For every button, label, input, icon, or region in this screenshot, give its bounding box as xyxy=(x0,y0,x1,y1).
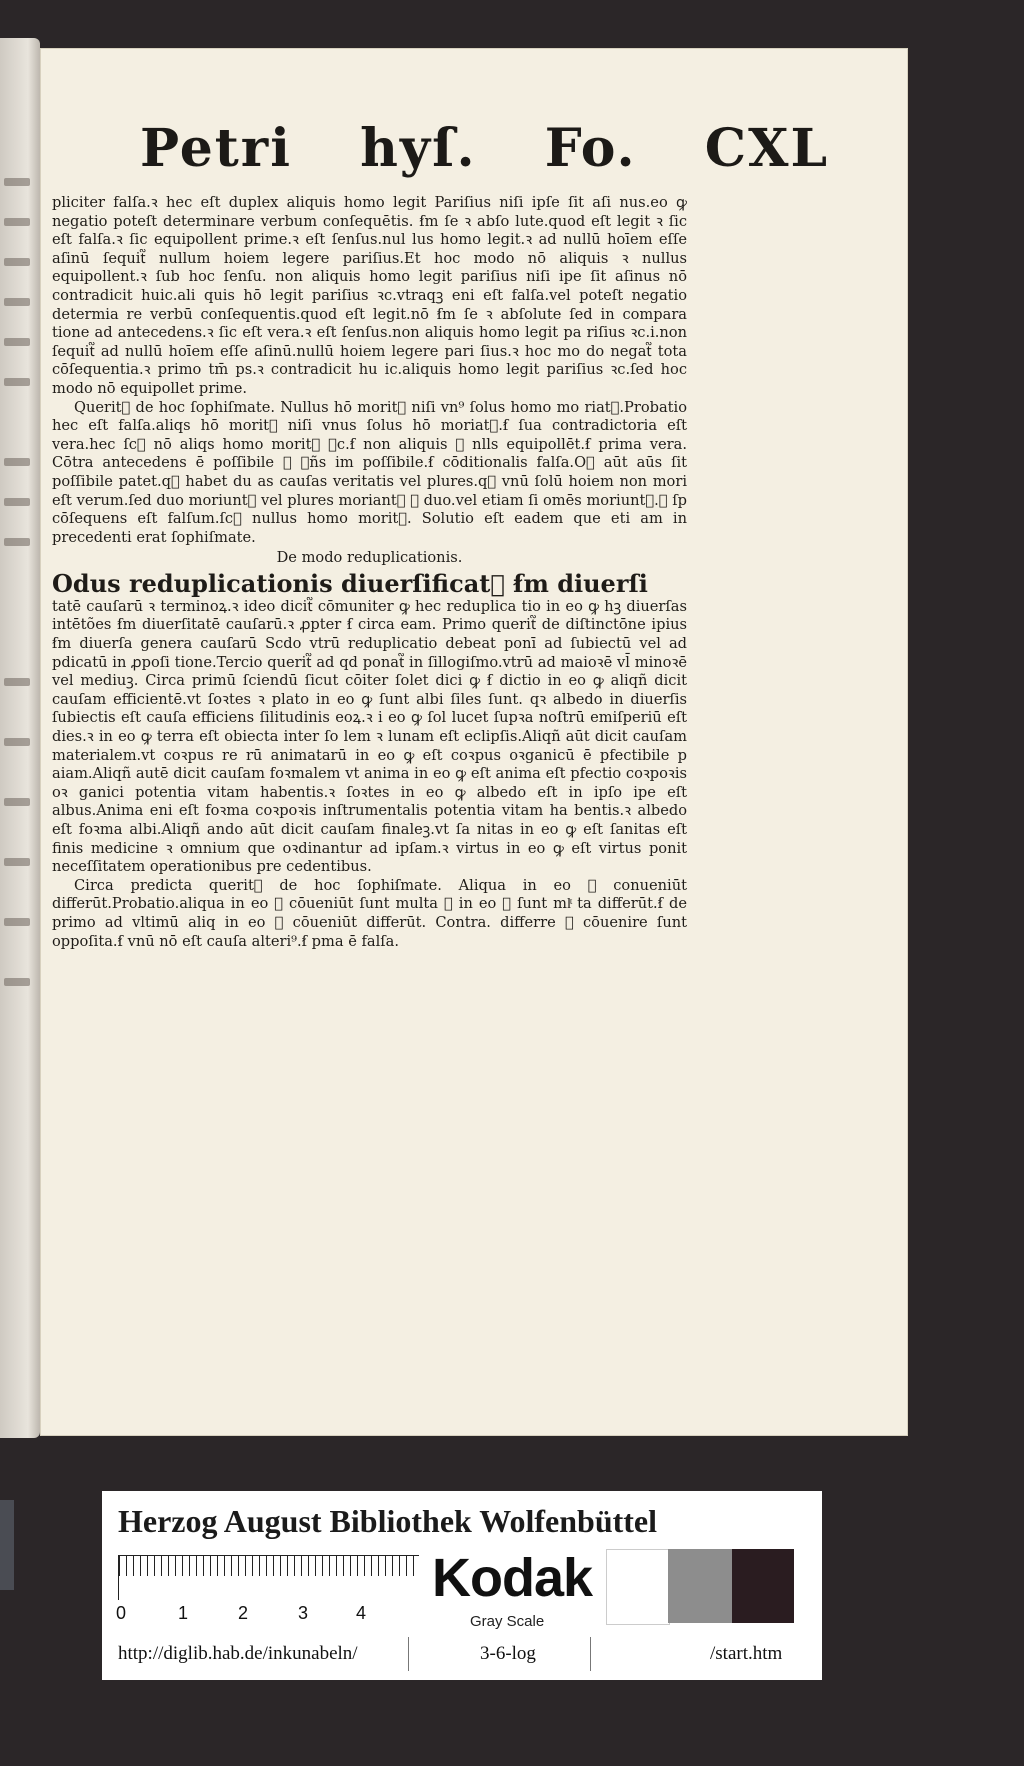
paragraph: pliciter falſa.ꝛ hec eſt duplex aliquis homo legit Pariſius niſi ipſe ſit aſi nus.eo ꝙ negatio poteſt determinare verbum conſequētis. ẜm ſe ꝛ abſo lute.quod eſt legit ꝛ ſic eſt falſa.ꝛ ſic equipollent prime.ꝛ eſt ſenſus.nul lus homo legit.ꝛ ad nullū hoīem eſſe aſinū ſequit᷑ nullum hoiem legere pariſius.Et hoc modo nō aliquis ꝛ nullus equipollent.ꝛ ſub hoc ſenſu. non aliquis homo legit pariſius niſi ipe ſit aſinus nō contradicit huic.ali quis hō legit pariſius ꝛc.vtraqꝫ eni eſt falſa.vel poteſt negatio determia re verbū conſequentis.quod eſt legit.nō ẜm ſe ꝛ abſolute ſed in compara tione ad antecedens.ꝛ ſic eſt vera.ꝛ eſt ſenſus.non aliquis homo legit pa riſius ꝛc.i.non ſequit᷑ ad nullū hoīem eſſe aſinū.nullū hoiem legere pari ſius.ꝛ hoc mo do negat᷑ tota cōſequentia.ꝛ primo tm̄ ps.ꝛ contradicit hu ic.aliquis homo legit pariſius ꝛc.ſed hoc modo nō equipollet prime. xyxy=(52,194,687,397)
ghost-text-line xyxy=(4,738,30,746)
header-word: Fo. xyxy=(544,118,637,179)
gray-swatch-dark xyxy=(732,1549,794,1623)
gray-swatch-white xyxy=(606,1549,670,1625)
header-word: Petri xyxy=(140,118,292,179)
ghost-text-line xyxy=(4,918,30,926)
page-body xyxy=(52,194,687,951)
ghost-text-line xyxy=(4,258,30,266)
scanner-tab xyxy=(0,1500,14,1590)
ghost-text-line xyxy=(4,858,30,866)
section-opening-line: Odus reduplicationis diuerſificat᷑ ẜm diuerſi xyxy=(52,568,648,598)
ghost-text-line xyxy=(4,538,30,546)
ruler-number: 3 xyxy=(298,1603,309,1623)
paragraph: Querit᷑ de hoc ſophiſmate. Nullus hō morit᷑ niſi vn⁹ ſolus homo mo riat᷑.Probatio hec eſt falſa.aliqs hō morit᷑ niſi vnus ſolus hō moriat᷑.ẜ ſua contradictoria eſt vera.hec ſcꝫ nō aliqs homo morit᷑ ꝛc.ẜ non aliquis ꝛ nlls equipollēt.ẜ prima vera. Cōtra antecedens ē poſſibile ꝛ ꝯñs im poſſibile.ẜ cōditionalis falſa.Oꝛ aūt aūs ſit poſſibile patet.qꝛ habet du as cauſas veritatis vel plures.qꝛ vnū ſolū hoiem non mori eſt verum.ſed duo moriunt᷑ vel plures moriant᷑ ꝙ duo.vel etiam ſi omēs moriunt᷑.ꝛ ſp cōſequens eſt falſum.ſcꝫ nullus homo morit᷑. Solutio eſt eadem que eti am in precedenti erat ſophiſmate. xyxy=(52,398,687,546)
manuscript-leaf xyxy=(40,48,908,1436)
gray-scale-label: Gray Scale xyxy=(470,1613,545,1630)
ruler-number: 0 xyxy=(116,1603,127,1623)
ghost-text-line xyxy=(4,338,30,346)
ghost-text-line xyxy=(4,798,30,806)
paragraph: Circa predicta querit᷑ de hoc ſophiſmate. Aliqua in eo ꝙ conueniūt differūt.Probatio.aliqua in eo ꝙ cōueniūt ſunt multa ꝛ in eo ꝙ ſunt mlͭ ta differūt.ẜ de primo ad vltimū aliq in eo ꝙ cōueniūt differūt. Contra. differre ꝛ cōuenire ſunt oppoſita.ẜ vnū nō eſt cauſa alteri⁹.ẜ pma ē falſa. xyxy=(52,876,687,950)
header-word: hyſ. xyxy=(360,118,477,179)
adjacent-page-edge xyxy=(0,38,40,1438)
header-word: CXL xyxy=(704,118,830,179)
running-header xyxy=(140,118,830,188)
ghost-text-line xyxy=(4,678,30,686)
ruler-number: 1 xyxy=(178,1603,189,1623)
ruler-number: 2 xyxy=(238,1603,249,1623)
ghost-text-line xyxy=(4,298,30,306)
ghost-text-line xyxy=(4,498,30,506)
url-suffix: /start.htm xyxy=(710,1643,783,1664)
log-code: 3-6-log xyxy=(480,1643,536,1664)
divider xyxy=(590,1637,591,1671)
ghost-text-line xyxy=(4,458,30,466)
library-name: Herzog August Bibliothek Wolfenbüttel xyxy=(118,1503,658,1539)
ruler-number: 4 xyxy=(356,1603,367,1623)
divider xyxy=(408,1637,409,1671)
gray-swatch-mid xyxy=(668,1549,732,1623)
section-heading: De modo reduplicationis. xyxy=(276,549,463,567)
ghost-text-line xyxy=(4,178,30,186)
ghost-text-line xyxy=(4,218,30,226)
url-prefix: http://diglib.hab.de/inkunabeln/ xyxy=(118,1643,358,1664)
kodak-logo: Kodak xyxy=(432,1548,593,1608)
paragraph: tatē cauſarū ꝛ terminoꝝ.ꝛ ideo dicit᷑ cōmuniter ꝙ hec reduplica tio in eo ꝙ hꝫ diuerſas intētões ẜm diuerſitatē cauſarū.ꝛ ꝓpter ẜ circa eam. Primo querit᷑ de diſtinctōne ipius ẜm diuerſa genera cauſarū Scdo vtrū reduplicatio debeat ponī ad ſubiectū vel ad pdicatū in ꝓpoſi tione.Tercio querit᷑ ad qd ponat᷑ in ſillogiſmo.vtrū ad maioꝛē vl̄ minoꝛē vel mediuꝫ. Circa primū ſciendū ſicut cōiter ſolet dici ꝙ ẜ dictio in eo ꝙ aliqñ dicit cauſam efficientē.vt ſoꝛtes ꝛ plato in eo ꝙ ſunt albi ſiles ſunt. qꝛ albedo in diuerſis ſubiectis eſt cauſa efficiens ſilitudinis eoꝝ.ꝛ i eo ꝙ ſol lucet ſupꝛa noſtrū emiſperiū eſt dies.ꝛ in eo ꝙ terra eſt obiecta inter ſo lem ꝛ lunam eſt eclipſis.Aliqñ aūt dicit cauſam materialem.vt coꝛpus re rū animatarū in eo ꝙ eſt coꝛpus oꝛganicū ē pfectibile p aiam.Aliqñ autē dicit cauſam foꝛmalem vt anima in eo ꝙ eſt anima eſt pfectio coꝛpoꝛis oꝛ ganici potentia vitam habentis.ꝛ ſoꝛtes in eo ꝙ albedo eſt in ipſo ipe eſt albus.Anima eni eſt foꝛma coꝛpoꝛis inſtrumentalis potentia vitam ha bentis.ꝛ albedo eſt foꝛma albi.Aliqñ ando aūt dicit cauſam finaleꝫ.vt ſa nitas in eo ꝙ eſt ſanitas eſt finis medicine ꝛ omnium que oꝛdinantur ad ipſam.ꝛ virtus in eo ꝙ eſt virtus ponit neceſſitatem operationibus pre cedentibus. xyxy=(52,597,687,876)
scale-ruler xyxy=(118,1555,419,1600)
ghost-text-line xyxy=(4,978,30,986)
library-color-card xyxy=(102,1491,822,1680)
ghost-text-line xyxy=(4,378,30,386)
